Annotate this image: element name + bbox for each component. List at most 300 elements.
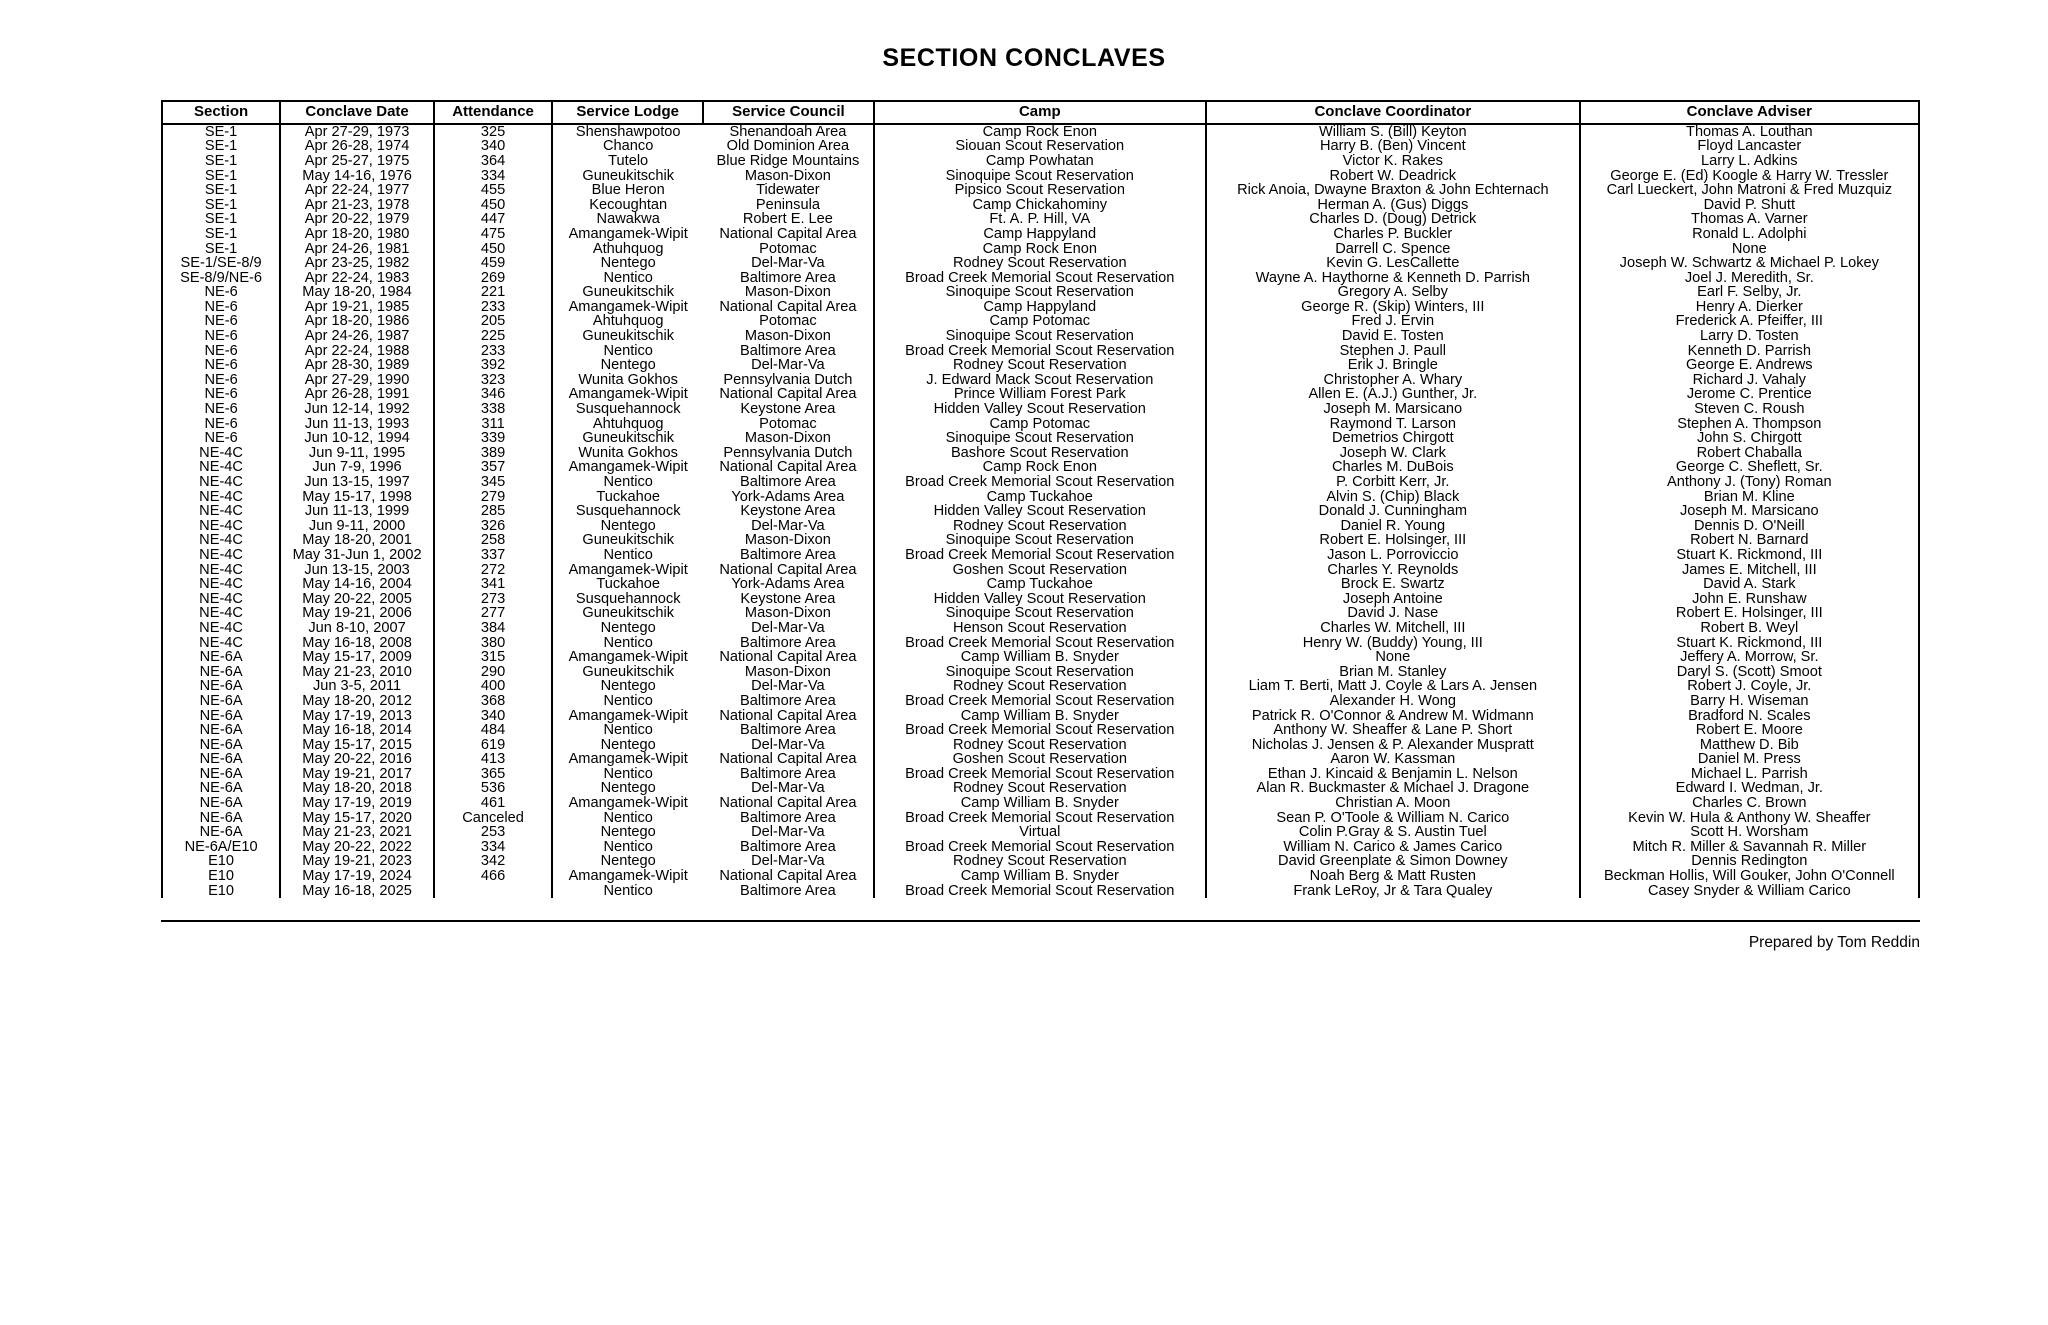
cell-conclave-date: May 19-21, 2023 [280,854,434,869]
cell-conclave-adviser: Robert B. Weyl [1580,621,1919,636]
table-row [162,694,1919,709]
cell-attendance: 277 [434,606,552,621]
cell-attendance: 345 [434,475,552,490]
cell-attendance: 340 [434,139,552,154]
cell-conclave-date: Jun 3-5, 2011 [280,679,434,694]
cell-service-council: Del-Mar-Va [703,854,873,869]
column-header-section: Section [162,101,280,124]
table-bottom-border [161,920,1920,922]
cell-conclave-adviser: Dennis D. O'Neill [1580,519,1919,534]
cell-service-council: Mason-Dixon [703,431,873,446]
cell-conclave-coordinator: Demetrios Chirgott [1206,431,1580,446]
cell-conclave-coordinator: Sean P. O'Toole & William N. Carico [1206,811,1580,826]
cell-camp: Camp Potomac [874,417,1206,432]
cell-camp: Hidden Valley Scout Reservation [874,592,1206,607]
cell-conclave-coordinator: Charles P. Buckler [1206,227,1580,242]
cell-service-council: Del-Mar-Va [703,825,873,840]
cell-camp: Rodney Scout Reservation [874,679,1206,694]
cell-attendance: 233 [434,344,552,359]
cell-section: NE-4C [162,592,280,607]
cell-section: NE-6A [162,723,280,738]
cell-conclave-adviser: Daniel M. Press [1580,752,1919,767]
cell-service-council: Mason-Dixon [703,329,873,344]
cell-service-council: Del-Mar-Va [703,358,873,373]
cell-attendance: 341 [434,577,552,592]
cell-conclave-coordinator: Charles W. Mitchell, III [1206,621,1580,636]
cell-conclave-date: Apr 20-22, 1979 [280,212,434,227]
cell-camp: Goshen Scout Reservation [874,563,1206,578]
cell-attendance: 368 [434,694,552,709]
cell-conclave-adviser: Beckman Hollis, Will Gouker, John O'Connell [1580,869,1919,884]
cell-conclave-adviser: Frederick A. Pfeiffer, III [1580,314,1919,329]
cell-conclave-adviser: Edward I. Wedman, Jr. [1580,781,1919,796]
cell-conclave-coordinator: Erik J. Bringle [1206,358,1580,373]
cell-service-council: Baltimore Area [703,884,873,899]
cell-camp: Camp Powhatan [874,154,1206,169]
cell-conclave-adviser: George E. Andrews [1580,358,1919,373]
cell-conclave-date: Apr 24-26, 1981 [280,242,434,257]
cell-service-council: National Capital Area [703,869,873,884]
cell-section: NE-6A [162,825,280,840]
cell-conclave-coordinator: Patrick R. O'Connor & Andrew M. Widmann [1206,709,1580,724]
cell-conclave-date: May 18-20, 1984 [280,285,434,300]
table-row [162,227,1919,242]
cell-service-lodge: Guneukitschik [552,533,703,548]
cell-service-council: Mason-Dixon [703,665,873,680]
cell-attendance: 325 [434,124,552,140]
cell-conclave-adviser: George C. Sheflett, Sr. [1580,460,1919,475]
cell-conclave-date: May 20-22, 2022 [280,840,434,855]
cell-service-lodge: Guneukitschik [552,665,703,680]
cell-service-council: Baltimore Area [703,723,873,738]
cell-section: NE-4C [162,519,280,534]
cell-section: SE-1 [162,198,280,213]
cell-service-council: Del-Mar-Va [703,781,873,796]
cell-camp: Broad Creek Memorial Scout Reservation [874,344,1206,359]
cell-service-lodge: Amangamek-Wipit [552,387,703,402]
cell-service-council: Baltimore Area [703,811,873,826]
cell-attendance: 272 [434,563,552,578]
cell-section: NE-6 [162,431,280,446]
cell-conclave-date: May 18-20, 2018 [280,781,434,796]
table-row [162,621,1919,636]
cell-attendance: 357 [434,460,552,475]
cell-camp: Hidden Valley Scout Reservation [874,402,1206,417]
cell-attendance: 205 [434,314,552,329]
cell-service-council: Mason-Dixon [703,285,873,300]
table-row [162,154,1919,169]
cell-attendance: 384 [434,621,552,636]
cell-service-lodge: Kecoughtan [552,198,703,213]
cell-camp: Camp William B. Snyder [874,709,1206,724]
cell-conclave-date: Jun 10-12, 1994 [280,431,434,446]
cell-conclave-adviser: Joseph W. Schwartz & Michael P. Lokey [1580,256,1919,271]
table-row [162,387,1919,402]
cell-attendance: 253 [434,825,552,840]
cell-camp: Sinoquipe Scout Reservation [874,169,1206,184]
cell-section: NE-6 [162,300,280,315]
cell-section: SE-1 [162,212,280,227]
cell-conclave-date: May 16-18, 2014 [280,723,434,738]
cell-conclave-adviser: Earl F. Selby, Jr. [1580,285,1919,300]
cell-camp: Camp Tuckahoe [874,577,1206,592]
cell-service-council: Del-Mar-Va [703,519,873,534]
cell-conclave-coordinator: Robert W. Deadrick [1206,169,1580,184]
cell-conclave-date: Apr 27-29, 1990 [280,373,434,388]
table-row [162,460,1919,475]
cell-service-lodge: Amangamek-Wipit [552,460,703,475]
cell-service-lodge: Nentego [552,825,703,840]
cell-conclave-adviser: Charles C. Brown [1580,796,1919,811]
cell-conclave-date: May 21-23, 2021 [280,825,434,840]
cell-service-lodge: Blue Heron [552,183,703,198]
table-row [162,723,1919,738]
table-row [162,767,1919,782]
table-row [162,358,1919,373]
cell-attendance: 334 [434,169,552,184]
cell-camp: Rodney Scout Reservation [874,519,1206,534]
cell-camp: Bashore Scout Reservation [874,446,1206,461]
cell-conclave-coordinator: Charles Y. Reynolds [1206,563,1580,578]
cell-service-council: Baltimore Area [703,694,873,709]
column-header-conclave-adviser: Conclave Adviser [1580,101,1919,124]
cell-section: NE-6 [162,402,280,417]
cell-section: NE-6 [162,344,280,359]
cell-service-lodge: Nawakwa [552,212,703,227]
cell-camp: J. Edward Mack Scout Reservation [874,373,1206,388]
cell-conclave-coordinator: Brian M. Stanley [1206,665,1580,680]
cell-conclave-adviser: George E. (Ed) Koogle & Harry W. Tressler [1580,169,1919,184]
cell-conclave-date: May 31-Jun 1, 2002 [280,548,434,563]
cell-section: SE-8/9/NE-6 [162,271,280,286]
table-row [162,314,1919,329]
cell-attendance: 285 [434,504,552,519]
cell-service-lodge: Susquehannock [552,402,703,417]
page-title: SECTION CONCLAVES [882,44,1166,72]
cell-conclave-coordinator: Kevin G. LesCallette [1206,256,1580,271]
cell-conclave-coordinator: Brock E. Swartz [1206,577,1580,592]
table-row [162,752,1919,767]
cell-camp: Henson Scout Reservation [874,621,1206,636]
cell-conclave-adviser: David A. Stark [1580,577,1919,592]
cell-attendance: 326 [434,519,552,534]
cell-section: NE-4C [162,606,280,621]
table-row [162,709,1919,724]
table-row [162,169,1919,184]
cell-camp: Sinoquipe Scout Reservation [874,431,1206,446]
cell-attendance: 338 [434,402,552,417]
cell-service-lodge: Wunita Gokhos [552,446,703,461]
cell-service-council: Del-Mar-Va [703,621,873,636]
cell-service-council: York-Adams Area [703,577,873,592]
cell-attendance: 484 [434,723,552,738]
column-header-camp: Camp [874,101,1206,124]
cell-service-lodge: Nentico [552,884,703,899]
cell-conclave-adviser: Matthew D. Bib [1580,738,1919,753]
cell-section: E10 [162,854,280,869]
cell-conclave-date: May 16-18, 2008 [280,636,434,651]
cell-service-council: Mason-Dixon [703,606,873,621]
cell-attendance: 311 [434,417,552,432]
table-row [162,402,1919,417]
cell-attendance: 392 [434,358,552,373]
cell-conclave-coordinator: Noah Berg & Matt Rusten [1206,869,1580,884]
table-row [162,519,1919,534]
cell-conclave-date: Apr 22-24, 1988 [280,344,434,359]
cell-attendance: 221 [434,285,552,300]
table-row [162,548,1919,563]
cell-conclave-date: May 15-17, 2015 [280,738,434,753]
cell-service-council: Keystone Area [703,402,873,417]
cell-service-council: Baltimore Area [703,767,873,782]
cell-conclave-adviser: David P. Shutt [1580,198,1919,213]
cell-service-council: Del-Mar-Va [703,738,873,753]
table-row [162,139,1919,154]
cell-conclave-adviser: Daryl S. (Scott) Smoot [1580,665,1919,680]
cell-service-lodge: Nentico [552,811,703,826]
table-body [162,124,1919,898]
cell-section: NE-6A [162,665,280,680]
cell-conclave-coordinator: Henry W. (Buddy) Young, III [1206,636,1580,651]
cell-conclave-coordinator: Raymond T. Larson [1206,417,1580,432]
table-row [162,285,1919,300]
cell-conclave-adviser: Ronald L. Adolphi [1580,227,1919,242]
cell-conclave-date: May 20-22, 2016 [280,752,434,767]
cell-attendance: 337 [434,548,552,563]
cell-conclave-coordinator: Christian A. Moon [1206,796,1580,811]
cell-section: NE-6 [162,373,280,388]
cell-camp: Virtual [874,825,1206,840]
cell-service-lodge: Nentego [552,854,703,869]
cell-conclave-date: Jun 11-13, 1993 [280,417,434,432]
cell-section: NE-6 [162,358,280,373]
cell-camp: Sinoquipe Scout Reservation [874,329,1206,344]
cell-service-lodge: Nentego [552,256,703,271]
cell-service-lodge: Guneukitschik [552,606,703,621]
cell-section: NE-6A [162,679,280,694]
cell-attendance: 258 [434,533,552,548]
cell-section: NE-4C [162,446,280,461]
cell-camp: Broad Creek Memorial Scout Reservation [874,767,1206,782]
cell-conclave-date: Jun 7-9, 1996 [280,460,434,475]
cell-conclave-coordinator: Ethan J. Kincaid & Benjamin L. Nelson [1206,767,1580,782]
cell-service-lodge: Wunita Gokhos [552,373,703,388]
cell-section: SE-1 [162,242,280,257]
cell-service-council: Blue Ridge Mountains [703,154,873,169]
cell-service-lodge: Amangamek-Wipit [552,796,703,811]
cell-service-lodge: Amangamek-Wipit [552,650,703,665]
cell-conclave-adviser: Joseph M. Marsicano [1580,504,1919,519]
table-row [162,431,1919,446]
cell-service-council: Del-Mar-Va [703,679,873,694]
cell-camp: Rodney Scout Reservation [874,781,1206,796]
cell-attendance: 233 [434,300,552,315]
cell-conclave-date: Apr 19-21, 1985 [280,300,434,315]
table-row [162,606,1919,621]
cell-attendance: 389 [434,446,552,461]
cell-conclave-adviser: Stuart K. Rickmond, III [1580,636,1919,651]
cell-service-council: Old Dominion Area [703,139,873,154]
cell-conclave-coordinator: William N. Carico & James Carico [1206,840,1580,855]
cell-attendance: 455 [434,183,552,198]
cell-camp: Broad Creek Memorial Scout Reservation [874,271,1206,286]
cell-conclave-date: Apr 18-20, 1980 [280,227,434,242]
cell-service-lodge: Ahtuhquog [552,417,703,432]
cell-conclave-adviser: Casey Snyder & William Carico [1580,884,1919,899]
cell-attendance: 334 [434,840,552,855]
cell-conclave-coordinator: Nicholas J. Jensen & P. Alexander Muspratt [1206,738,1580,753]
cell-conclave-adviser: Larry D. Tosten [1580,329,1919,344]
cell-section: NE-4C [162,475,280,490]
table-row [162,242,1919,257]
cell-section: SE-1 [162,227,280,242]
cell-attendance: 364 [434,154,552,169]
table-row [162,212,1919,227]
cell-conclave-coordinator: Gregory A. Selby [1206,285,1580,300]
cell-conclave-date: Apr 27-29, 1973 [280,124,434,140]
cell-conclave-coordinator: Liam T. Berti, Matt J. Coyle & Lars A. Jensen [1206,679,1580,694]
cell-camp: Rodney Scout Reservation [874,854,1206,869]
table-row [162,796,1919,811]
column-header-attendance: Attendance [434,101,552,124]
cell-service-council: Keystone Area [703,504,873,519]
table-row [162,183,1919,198]
cell-conclave-adviser: Brian M. Kline [1580,490,1919,505]
cell-section: NE-6 [162,314,280,329]
cell-section: NE-4C [162,548,280,563]
cell-attendance: 450 [434,242,552,257]
cell-service-lodge: Guneukitschik [552,431,703,446]
cell-conclave-coordinator: Alvin S. (Chip) Black [1206,490,1580,505]
cell-camp: Broad Creek Memorial Scout Reservation [874,636,1206,651]
table-row [162,781,1919,796]
cell-service-council: National Capital Area [703,460,873,475]
cell-section: NE-4C [162,533,280,548]
cell-conclave-adviser: John S. Chirgott [1580,431,1919,446]
cell-conclave-date: Apr 21-23, 1978 [280,198,434,213]
cell-section: NE-4C [162,621,280,636]
cell-section: NE-6A [162,811,280,826]
cell-conclave-date: Jun 12-14, 1992 [280,402,434,417]
cell-conclave-adviser: Stephen A. Thompson [1580,417,1919,432]
cell-camp: Ft. A. P. Hill, VA [874,212,1206,227]
cell-conclave-adviser: Carl Lueckert, John Matroni & Fred Muzquiz [1580,183,1919,198]
cell-conclave-adviser: Stuart K. Rickmond, III [1580,548,1919,563]
table-row [162,533,1919,548]
table-row [162,490,1919,505]
cell-conclave-adviser: Barry H. Wiseman [1580,694,1919,709]
cell-attendance: 323 [434,373,552,388]
cell-service-lodge: Nentego [552,621,703,636]
cell-section: NE-6A [162,796,280,811]
cell-conclave-date: May 17-19, 2013 [280,709,434,724]
cell-service-lodge: Susquehannock [552,592,703,607]
cell-attendance: 346 [434,387,552,402]
cell-service-council: Pennsylvania Dutch [703,373,873,388]
cell-section: E10 [162,869,280,884]
cell-attendance: 447 [434,212,552,227]
cell-camp: Camp Rock Enon [874,124,1206,140]
table-row [162,300,1919,315]
cell-service-council: Mason-Dixon [703,169,873,184]
cell-conclave-date: Apr 23-25, 1982 [280,256,434,271]
cell-attendance [434,884,552,899]
table-row [162,329,1919,344]
cell-service-council: Peninsula [703,198,873,213]
cell-conclave-coordinator: David Greenplate & Simon Downey [1206,854,1580,869]
cell-service-council: National Capital Area [703,300,873,315]
cell-camp: Camp Happyland [874,227,1206,242]
cell-camp: Siouan Scout Reservation [874,139,1206,154]
cell-attendance: 400 [434,679,552,694]
table-row [162,840,1919,855]
cell-section: NE-6A [162,767,280,782]
cell-conclave-date: Jun 9-11, 1995 [280,446,434,461]
cell-service-lodge: Athuhquog [552,242,703,257]
cell-service-lodge: Nentego [552,679,703,694]
table-row [162,854,1919,869]
cell-camp: Camp Chickahominy [874,198,1206,213]
cell-camp: Camp William B. Snyder [874,796,1206,811]
cell-conclave-adviser: Robert E. Moore [1580,723,1919,738]
cell-conclave-coordinator: Wayne A. Haythorne & Kenneth D. Parrish [1206,271,1580,286]
cell-camp: Broad Creek Memorial Scout Reservation [874,811,1206,826]
cell-camp: Rodney Scout Reservation [874,358,1206,373]
cell-section: SE-1/SE-8/9 [162,256,280,271]
cell-attendance: 342 [434,854,552,869]
cell-attendance: 365 [434,767,552,782]
table-row [162,446,1919,461]
cell-section: NE-4C [162,563,280,578]
cell-service-lodge: Nentego [552,781,703,796]
table-row [162,636,1919,651]
table-row [162,563,1919,578]
cell-conclave-coordinator: Anthony W. Sheaffer & Lane P. Short [1206,723,1580,738]
cell-section: NE-6A [162,694,280,709]
cell-conclave-coordinator: Colin P.Gray & S. Austin Tuel [1206,825,1580,840]
cell-service-council: Tidewater [703,183,873,198]
cell-service-council: Baltimore Area [703,840,873,855]
cell-service-lodge: Ahtuhquog [552,314,703,329]
cell-section: NE-4C [162,577,280,592]
cell-conclave-date: May 15-17, 1998 [280,490,434,505]
cell-section: NE-6A [162,781,280,796]
cell-service-lodge: Tutelo [552,154,703,169]
cell-conclave-adviser: Thomas A. Louthan [1580,124,1919,140]
cell-service-council: National Capital Area [703,796,873,811]
prepared-by-note: Prepared by Tom Reddin [1748,934,1920,952]
cell-section: SE-1 [162,169,280,184]
cell-conclave-adviser: Jeffery A. Morrow, Sr. [1580,650,1919,665]
cell-conclave-date: May 18-20, 2012 [280,694,434,709]
cell-section: NE-6A [162,738,280,753]
cell-section: NE-4C [162,490,280,505]
cell-service-lodge: Shenshawpotoo [552,124,703,140]
cell-service-council: Potomac [703,314,873,329]
cell-camp: Sinoquipe Scout Reservation [874,606,1206,621]
cell-camp: Rodney Scout Reservation [874,256,1206,271]
cell-conclave-adviser: Kevin W. Hula & Anthony W. Sheaffer [1580,811,1919,826]
cell-conclave-adviser: Joel J. Meredith, Sr. [1580,271,1919,286]
cell-service-lodge: Guneukitschik [552,169,703,184]
table-row [162,679,1919,694]
cell-camp: Camp Potomac [874,314,1206,329]
cell-conclave-date: May 14-16, 1976 [280,169,434,184]
cell-conclave-adviser: None [1580,242,1919,257]
cell-conclave-adviser: Larry L. Adkins [1580,154,1919,169]
cell-conclave-coordinator: Aaron W. Kassman [1206,752,1580,767]
cell-service-council: National Capital Area [703,752,873,767]
